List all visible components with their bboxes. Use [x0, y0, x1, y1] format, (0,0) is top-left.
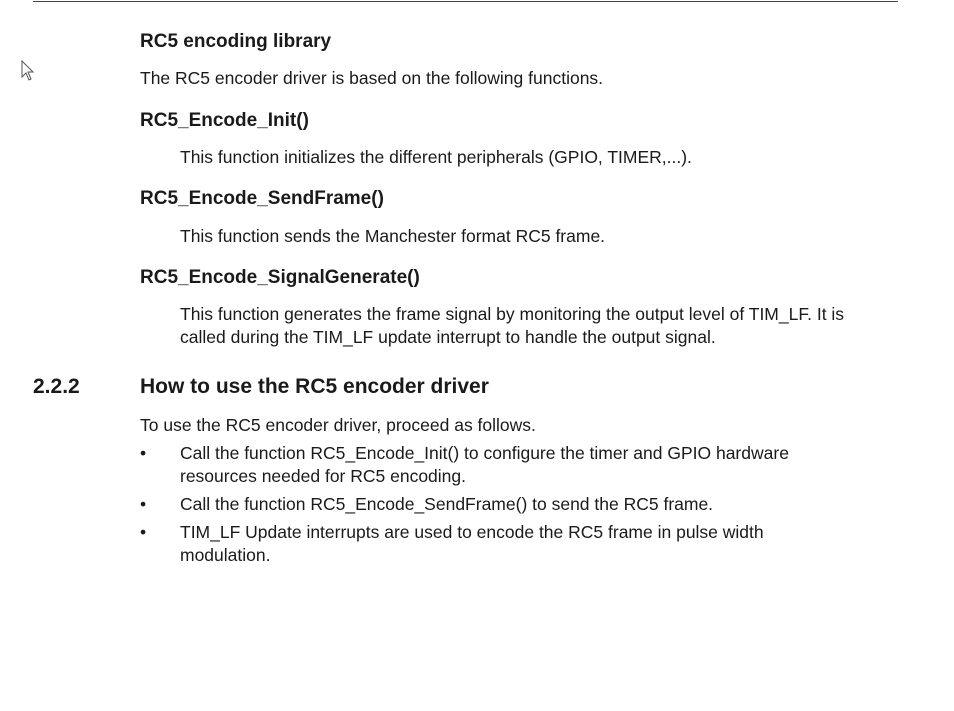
list-item-line: Call the function RC5_Encode_SendFrame() to send the RC5 frame.: [180, 494, 714, 514]
bullet-icon: •: [140, 494, 147, 514]
function-title-signalgenerate: RC5_Encode_SignalGenerate(): [140, 267, 420, 288]
function-title-init: RC5_Encode_Init(): [140, 110, 309, 131]
list-item-text: [180, 493, 860, 516]
function-desc-init: This function initializes the different peripherals (GPIO, TIMER,...).: [180, 147, 692, 167]
section-title: How to use the RC5 encoder driver: [140, 375, 489, 398]
library-intro: The RC5 encoder driver is based on the following functions.: [140, 68, 604, 88]
page-top-rule: [33, 1, 898, 2]
list-item-line: modulation.: [180, 545, 271, 565]
list-item-text: [180, 521, 860, 567]
library-heading: RC5 encoding library: [140, 31, 332, 52]
list-item-text: [180, 442, 860, 488]
list-item-line: Call the function RC5_Encode_Init() to configure the timer and GPIO hardware: [180, 443, 789, 463]
section-intro: To use the RC5 encoder driver, proceed as follows.: [140, 415, 536, 435]
bullet-icon: •: [140, 522, 147, 542]
section-number: 2.2.2: [33, 375, 80, 398]
function-desc-sendframe: This function sends the Manchester format RC5 frame.: [180, 226, 606, 246]
function-title-sendframe: RC5_Encode_SendFrame(): [140, 188, 384, 209]
function-desc-signalgenerate-line1: This function generates the frame signal by monitoring the output level of TIM_LF. It is: [180, 304, 845, 324]
list-item-line: TIM_LF Update interrupts are used to encode the RC5 frame in pulse width: [180, 522, 764, 542]
list-item-line: resources needed for RC5 encoding.: [180, 466, 467, 486]
bullet-icon: •: [140, 443, 147, 463]
mouse-pointer-icon: [21, 60, 35, 82]
function-desc-signalgenerate-line2: called during the TIM_LF update interrupt to handle the output signal.: [180, 327, 716, 347]
